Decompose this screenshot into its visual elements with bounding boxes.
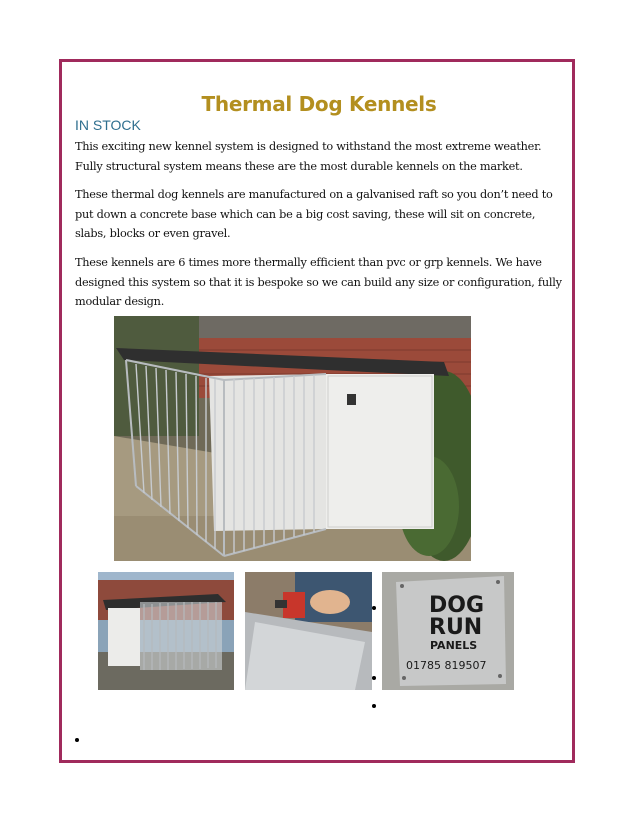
kennel-main-photo <box>114 316 471 561</box>
installation-thumbnail-photo <box>245 572 372 690</box>
list-bullet <box>75 738 79 742</box>
sign-thumbnail-photo <box>382 572 514 690</box>
sign-phone: 01785 819507 <box>406 659 487 672</box>
kennel-thumbnail-photo <box>98 572 234 690</box>
efficiency-paragraph: These kennels are 6 times more thermally efficient than pvc or grp kennels. We have designed this system so that it is bespoke so we can build any size or configuration, fully modular design. <box>75 256 562 308</box>
stock-status: IN STOCK <box>75 117 141 133</box>
page-title: Thermal Dog Kennels <box>201 92 437 116</box>
sign-line-dog: DOG <box>429 593 485 618</box>
intro-paragraph: This exciting new kennel system is designed to withstand the most extreme weather. Fully structural system means these are the most durable kennels on the market. <box>75 140 542 173</box>
list-bullet <box>372 606 376 610</box>
sign-line-run: RUN <box>429 615 483 640</box>
list-bullet <box>372 676 376 680</box>
kennel-thumbnail-illustration <box>98 572 234 690</box>
list-bullet <box>372 704 376 708</box>
raft-paragraph: These thermal dog kennels are manufactured on a galvanised raft so you don’t need to put down a concrete base which can be a big cost saving, these will sit on concrete, slabs, blocks or even gravel. <box>75 188 553 240</box>
sign-line-panels: PANELS <box>430 639 478 652</box>
installation-illustration <box>245 572 372 690</box>
sign-board <box>382 572 514 690</box>
kennel-main-illustration <box>114 316 471 561</box>
